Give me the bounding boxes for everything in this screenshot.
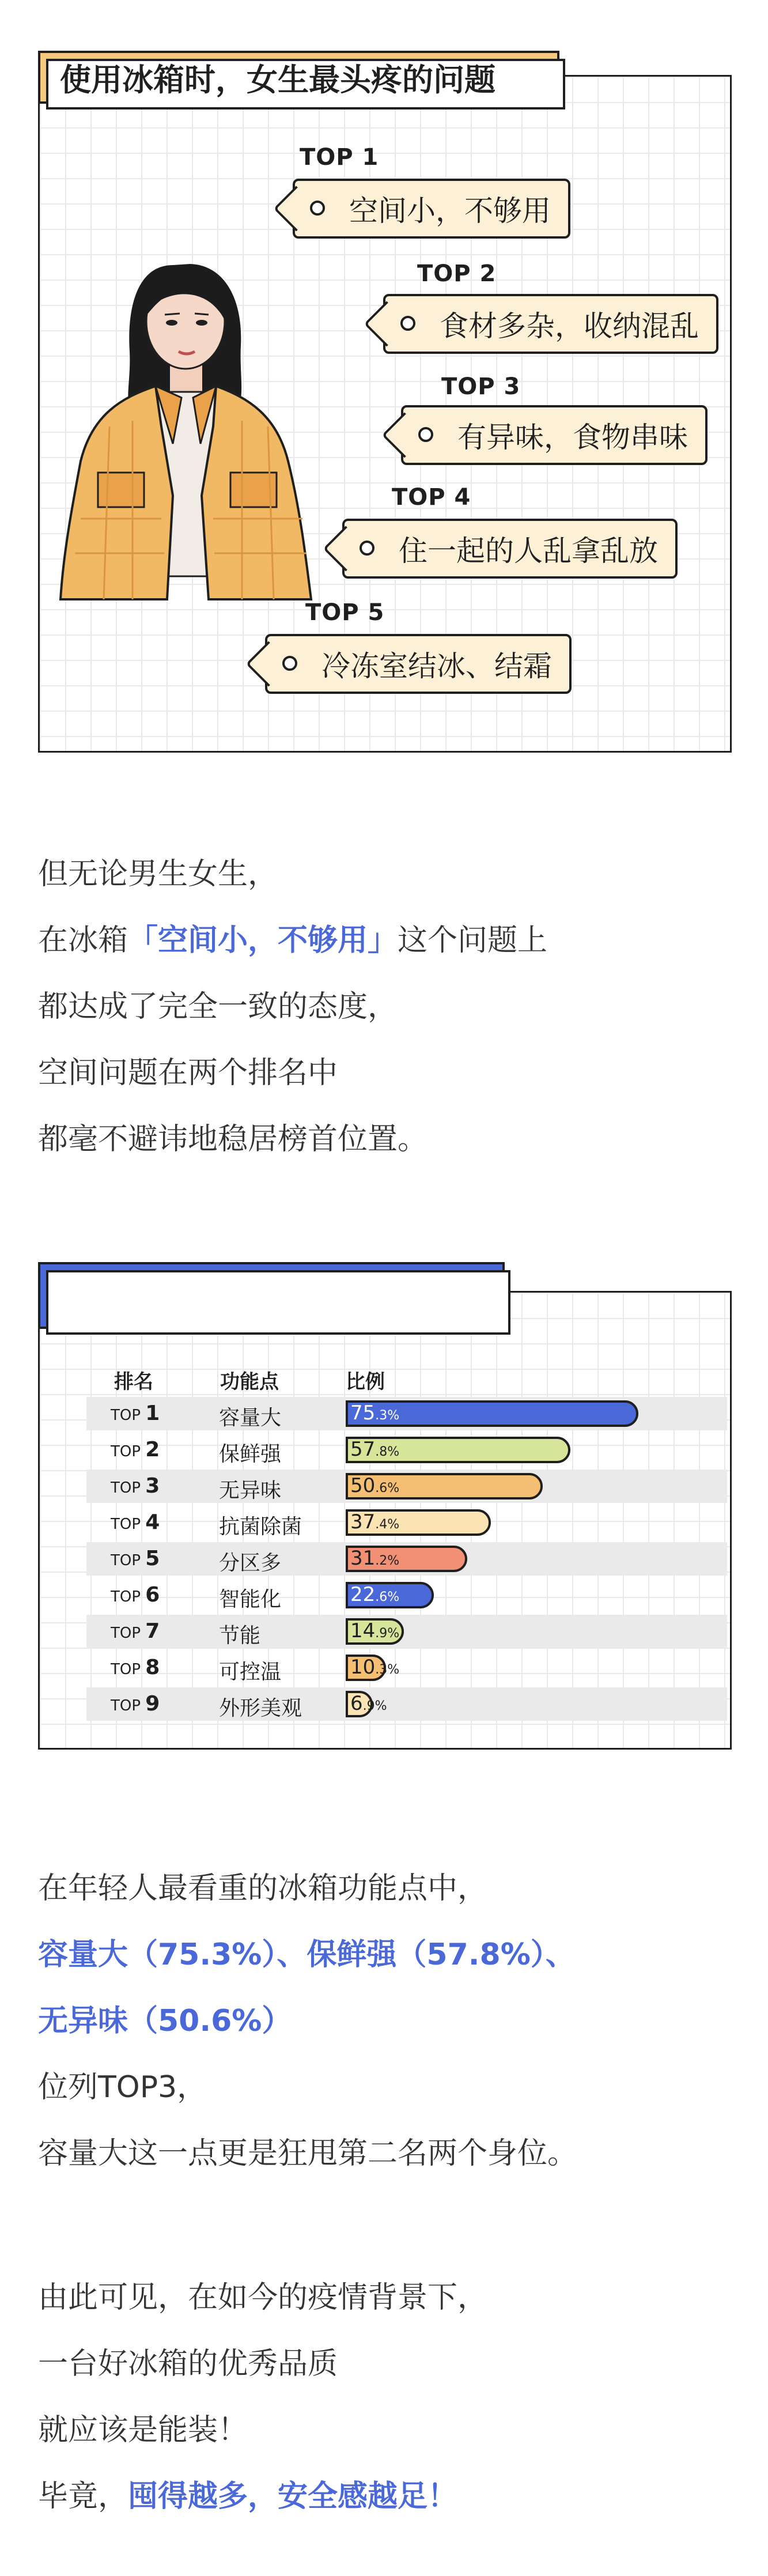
paragraph-2 — [38, 1856, 577, 2187]
ratio-value-label — [350, 1438, 399, 1461]
ratio-value-label — [350, 1692, 387, 1715]
rank-label-1: TOP 1 — [300, 144, 379, 171]
para1-line3: 都达成了完全一致的态度， — [38, 989, 398, 1024]
header-ratio: 比例 — [346, 1370, 385, 1393]
problem-text-5: 冷冻室结冰、结霜 — [321, 649, 552, 683]
chart-title — [38, 1262, 505, 1329]
problems-title-text: 使用冰箱时，女生最头疼的问题 — [60, 61, 495, 98]
rank-label: TOP 2 — [111, 1438, 160, 1461]
rank-label-4: TOP 4 — [392, 484, 471, 511]
ratio-value-label — [350, 1547, 399, 1570]
problem-text-4: 住一起的人乱拿乱放 — [399, 534, 658, 568]
feature-label: 分区多 — [219, 1551, 282, 1575]
rank-label: TOP 7 — [111, 1619, 160, 1643]
header-feature: 功能点 — [220, 1370, 279, 1393]
woman-illustration — [58, 254, 369, 605]
ratio-value-label — [350, 1510, 399, 1533]
feature-label: 无异味 — [219, 1479, 282, 1502]
rank-label: TOP 3 — [111, 1474, 160, 1498]
ratio-value-decimal: .3% — [375, 1663, 400, 1677]
ratio-value-label — [350, 1402, 399, 1425]
chart-row — [86, 1651, 727, 1684]
header-rank: 排名 — [114, 1370, 153, 1393]
ratio-value-decimal: .9% — [375, 1626, 400, 1641]
para1-line5: 都毫不避讳地稳居榜首位置。 — [38, 1122, 428, 1157]
para1-line4: 空间问题在两个排名中 — [38, 1056, 338, 1090]
rank-label: TOP 6 — [111, 1583, 160, 1607]
ratio-value-decimal: .6% — [375, 1481, 400, 1495]
rank-label-3: TOP 3 — [441, 373, 521, 400]
feature-label: 智能化 — [219, 1588, 282, 1611]
chart-row — [86, 1615, 727, 1648]
para3-line1: 由此可见，在如今的疫情背景下， — [38, 2280, 488, 2315]
ratio-value-main: 57 — [350, 1438, 376, 1461]
chart-row — [86, 1578, 727, 1612]
ratio-value-main: 37 — [350, 1510, 376, 1533]
para2-line2: 容量大（75.3%）、保鲜强（57.8%）、 — [38, 1937, 576, 1972]
para1-line2-pre: 在冰箱 — [38, 923, 128, 958]
feature-label: 外形美观 — [219, 1697, 302, 1720]
para3-line4-pre: 毕竟， — [38, 2479, 128, 2514]
problem-tag-1 — [293, 179, 570, 239]
rank-label-5: TOP 5 — [305, 599, 385, 626]
feature-label: 保鲜强 — [219, 1442, 282, 1466]
tag-hole-icon — [282, 656, 297, 671]
para1-line2 — [38, 908, 547, 974]
ratio-value-main: 22 — [350, 1583, 376, 1606]
rank-label: TOP 4 — [111, 1510, 160, 1534]
tag-hole-icon — [310, 201, 325, 216]
problem-tag-5 — [265, 634, 572, 694]
rank-label-2: TOP 2 — [417, 260, 497, 287]
rank-label: TOP 5 — [111, 1547, 160, 1570]
para3-highlight: 囤得越多，安全感越足！ — [128, 2479, 458, 2514]
para2-line3: 无异味（50.6%） — [38, 2004, 292, 2038]
ratio-value-decimal: .8% — [375, 1445, 400, 1459]
ratio-value-label — [350, 1474, 399, 1497]
ratio-value-main: 6 — [350, 1692, 363, 1715]
rank-label: TOP 1 — [111, 1402, 160, 1425]
tag-hole-icon — [400, 316, 415, 331]
ratio-value-main: 75 — [350, 1402, 376, 1425]
ratio-value-main: 31 — [350, 1547, 376, 1570]
para1-highlight: 「空间小，不够用」 — [128, 923, 398, 958]
para2-line1: 在年轻人最看重的冰箱功能点中， — [38, 1871, 488, 1906]
para3-line4 — [38, 2464, 487, 2530]
feature-label: 节能 — [219, 1624, 261, 1648]
problem-text-1: 空间小，不够用 — [349, 194, 551, 228]
problem-tag-4 — [342, 519, 678, 579]
problem-text-2: 食材多杂，收纳混乱 — [440, 309, 699, 343]
para2-line4: 位列TOP3， — [38, 2070, 207, 2105]
para1-line1: 但无论男生女生， — [38, 857, 278, 892]
chart-row — [86, 1433, 727, 1467]
rank-label: TOP 9 — [111, 1692, 160, 1716]
rank-label: TOP 8 — [111, 1656, 160, 1679]
para2-line5: 容量大这一点更是狂甩第二名两个身位。 — [38, 2136, 578, 2171]
ratio-value-label — [350, 1619, 399, 1642]
feature-label: 抗菌除菌 — [219, 1515, 302, 1539]
ratio-value-main: 50 — [350, 1474, 376, 1497]
paragraph-3 — [38, 2265, 487, 2530]
problem-tag-2 — [383, 294, 718, 354]
ratio-value-decimal: .3% — [375, 1408, 400, 1423]
chart-row — [86, 1470, 727, 1503]
chart-row — [86, 1506, 727, 1539]
problems-title — [38, 51, 559, 104]
ratio-value-main: 10 — [350, 1656, 376, 1679]
para3-line3: 就应该是能装！ — [38, 2413, 248, 2447]
chart-title-text: 年轻人最看中的冰箱功能点 — [62, 1279, 464, 1318]
para1-line2-post: 这个问题上 — [398, 923, 548, 958]
feature-label: 容量大 — [219, 1406, 282, 1430]
paragraph-1 — [38, 841, 547, 1173]
feature-label: 可控温 — [219, 1660, 282, 1684]
chart-row — [86, 1397, 727, 1430]
ratio-value-decimal: .4% — [375, 1517, 400, 1532]
ratio-value-label — [350, 1656, 399, 1679]
ratio-value-label — [350, 1583, 399, 1606]
problem-tag-3 — [401, 405, 708, 465]
ratio-value-main: 14 — [350, 1619, 376, 1642]
tag-hole-icon — [418, 427, 433, 442]
chart-row — [86, 1687, 727, 1721]
para3-line2: 一台好冰箱的优秀品质 — [38, 2347, 338, 2381]
ratio-value-decimal: .9% — [362, 1699, 387, 1713]
ratio-value-decimal: .2% — [375, 1554, 400, 1568]
ratio-value-decimal: .6% — [375, 1590, 400, 1604]
problem-text-3: 有异味，食物串味 — [457, 421, 688, 454]
chart-row — [86, 1542, 727, 1576]
